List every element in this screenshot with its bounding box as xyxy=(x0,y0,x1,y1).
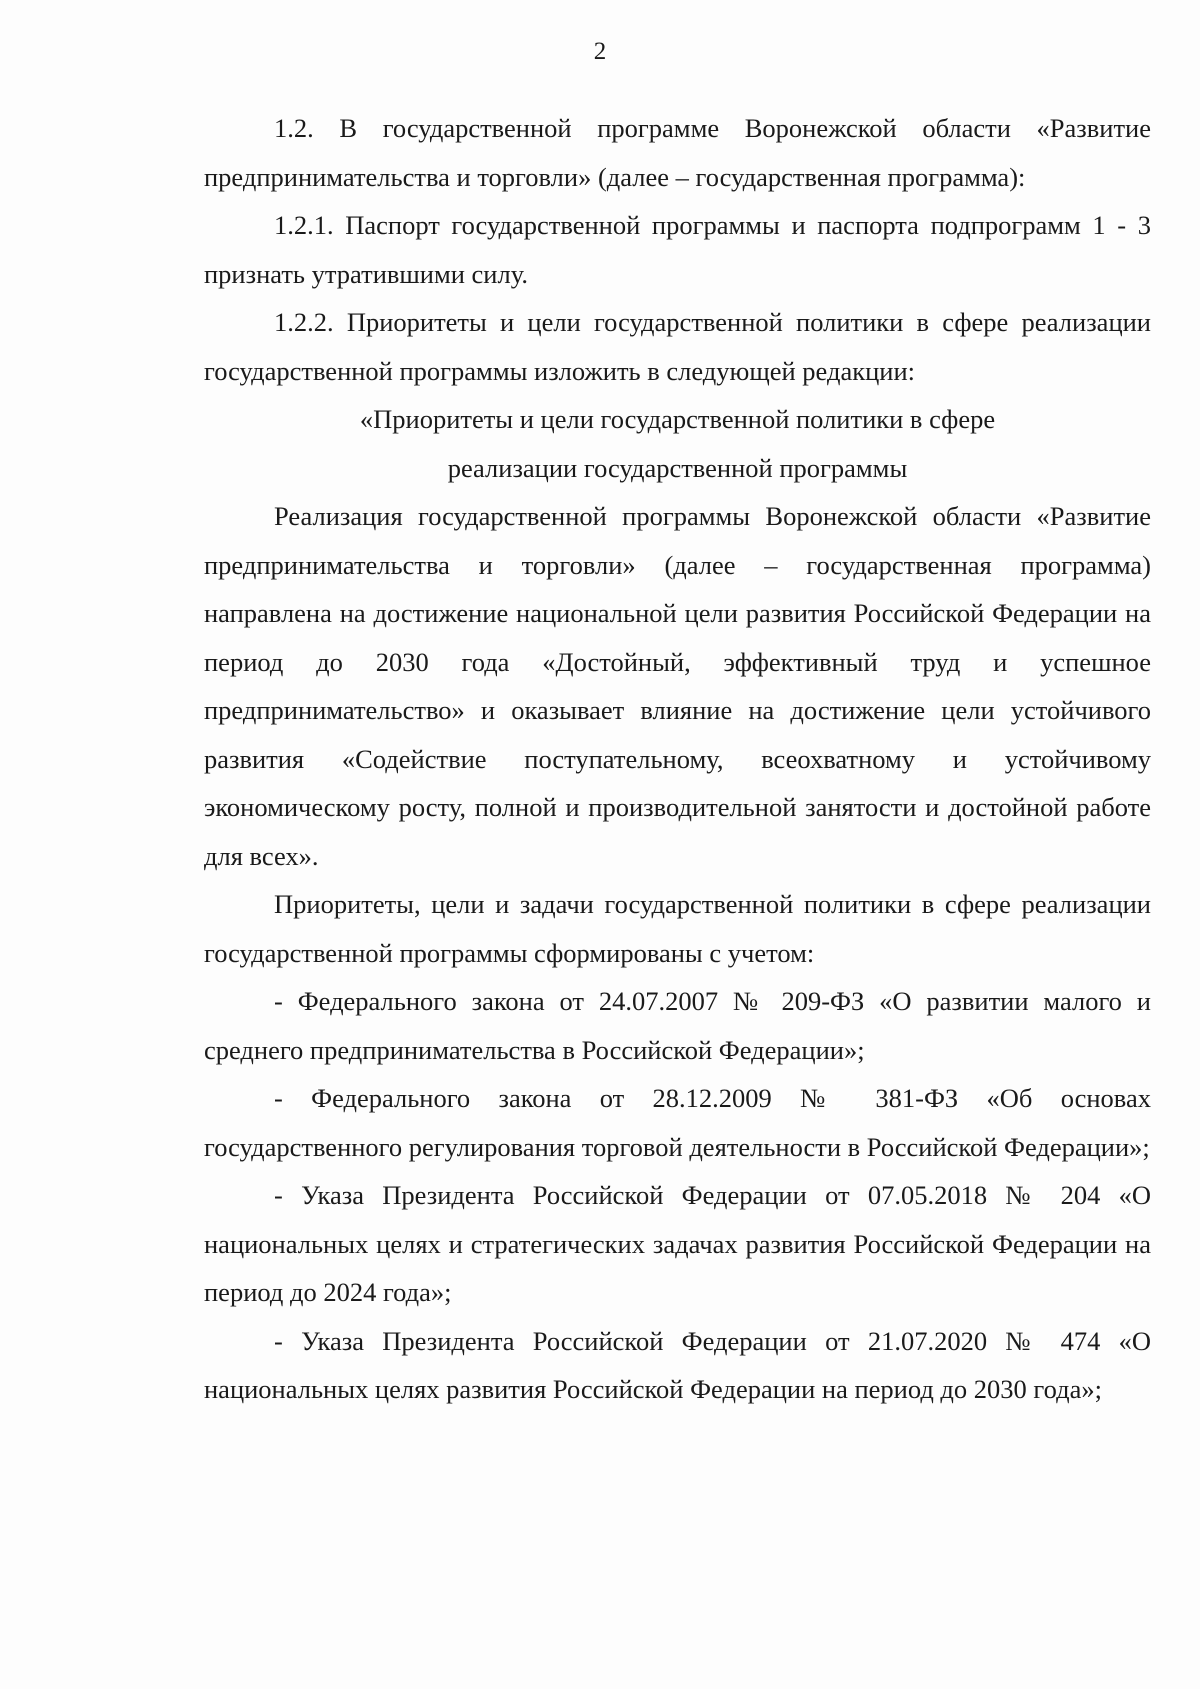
paragraph-implementation: Реализация государственной программы Воронежской области «Развитие предпринимательства и торговли» (далее – государственная программа) направлена на достижение национальной цели развития Российской Федерации на период до 2030 года «Достойный, эффективный труд и успешное предпринимательство» и оказывает влияние на достижение цели устойчивого развития «Содействие поступательному, всеохватному и устойчивому экономическому росту, полной и производительной занятости и достойной работе для всех». xyxy=(204,501,1151,871)
paragraph-1-2-2: 1.2.2. Приоритеты и цели государственной политики в сфере реализации государственной программы изложить в следующей редакции: xyxy=(204,307,1151,386)
section-heading-line-2: реализации государственной программы xyxy=(447,452,908,483)
list-item-law-209: - Федерального закона от 24.07.2007 № 209-ФЗ «О развитии малого и среднего предпринимательства в Российской Федерации»; xyxy=(204,986,1151,1065)
paragraph-1-2-1: 1.2.1. Паспорт государственной программы и паспорта подпрограмм 1 - 3 признать утратившими силу. xyxy=(204,210,1151,289)
list-item-decree-474: - Указа Президента Российской Федерации от 21.07.2020 № 474 «О национальных целях развития Российской Федерации на период до 2030 года»; xyxy=(204,1325,1151,1404)
list-item-decree-204: - Указа Президента Российской Федерации от 07.05.2018 № 204 «О национальных целях и стратегических задачах развития Российской Федерации на период до 2024 года»; xyxy=(204,1180,1151,1307)
section-heading xyxy=(204,395,1151,492)
document-body xyxy=(204,104,1151,1414)
page-number: 2 xyxy=(593,38,607,65)
list-item-law-381: - Федерального закона от 28.12.2009 № 381-ФЗ «Об основах государственного регулирования торговой деятельности в Российской Федерации»; xyxy=(204,1083,1151,1162)
paragraph-1-2: 1.2. В государственной программе Воронежской области «Развитие предпринимательства и торговли» (далее – государственная программа): xyxy=(204,113,1151,192)
paragraph-priorities: Приоритеты, цели и задачи государственной политики в сфере реализации государственной программы сформированы с учетом: xyxy=(204,889,1151,968)
section-heading-line-1: «Приоритеты и цели государственной политики в сфере xyxy=(359,404,996,434)
